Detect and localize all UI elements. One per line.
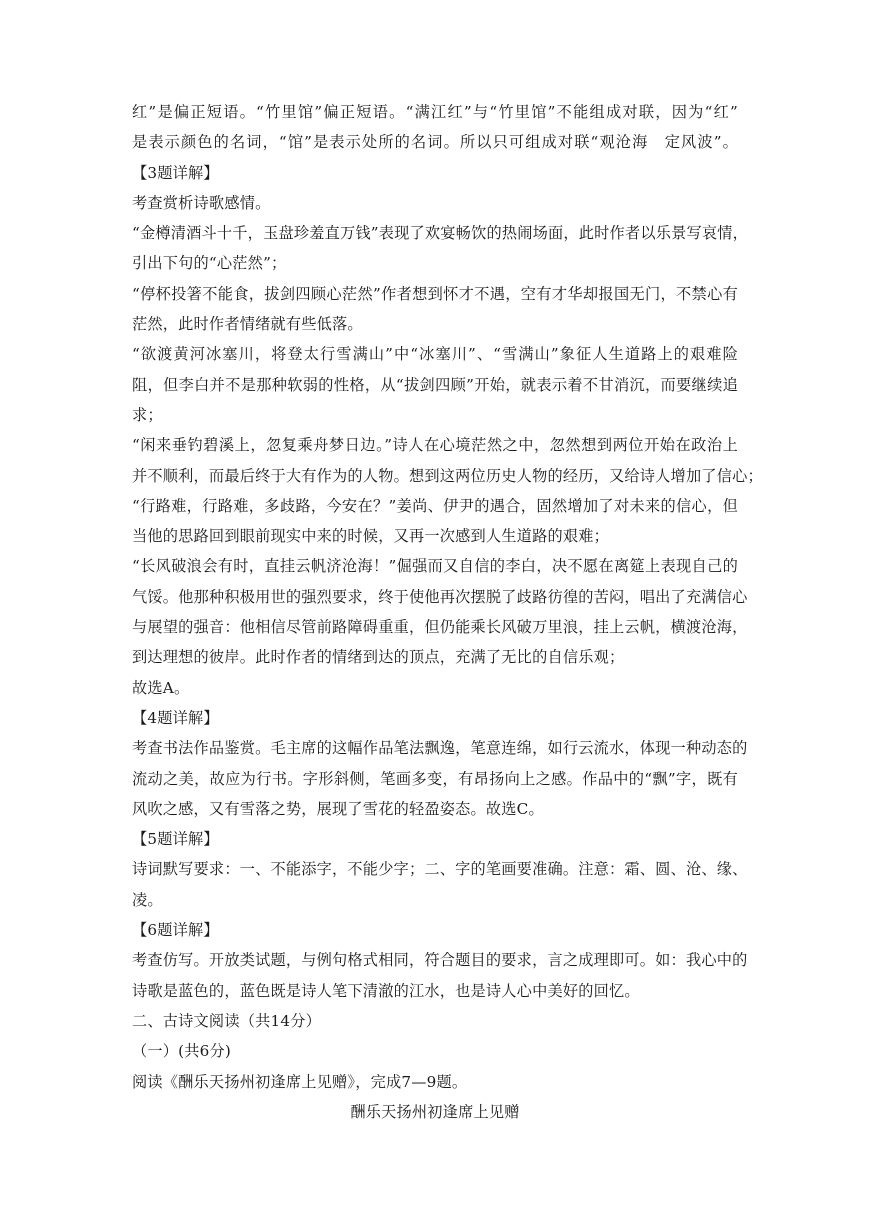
text-line: 阻，但李白并不是那种软弱的性格，从“拔剑四顾”开始，就表示着不甘消沉，而要继续追 bbox=[132, 375, 738, 394]
text-line: 诗词默写要求：一、不能添字，不能少字；二、字的笔画要准确。注意：霜、圆、沧、缘、 bbox=[132, 860, 748, 879]
text-line: 流动之美，故应为行书。字形斜侧，笔画多变，有昂扬向上之感。作品中的“飘”字，既有 bbox=[132, 769, 738, 788]
text-line: “欲渡黄河冰塞川，将登太行雪满山”中“冰塞川”、“雪满山”象征人生道路上的艰难险 bbox=[132, 345, 738, 364]
text-line: “金樽清酒斗十千，玉盘珍羞直万钱”表现了欢宴畅饮的热闹场面，此时作者以乐景写哀情， bbox=[132, 224, 749, 243]
text-line: 与展望的强音：他相信尽管前路障碍重重，但仍能乘长风破万里浪，挂上云帆，横渡沧海， bbox=[132, 618, 748, 637]
text-line: “停杯投箸不能食，拔剑四顾心茫然”作者想到怀才不遇，空有才华却报国无门，不禁心有 bbox=[132, 284, 738, 303]
document-body bbox=[132, 97, 763, 1127]
text-line: 引出下句的“心茫然”； bbox=[132, 254, 287, 273]
subsection-heading: （一）(共6分) bbox=[132, 1042, 232, 1061]
section-heading: 【4题详解】 bbox=[132, 708, 219, 727]
section-heading: 【6题详解】 bbox=[132, 921, 219, 940]
text-line: 考查赏析诗歌感情。 bbox=[132, 193, 271, 212]
part-heading: 二、古诗文阅读（共14分） bbox=[132, 1011, 321, 1030]
text-line: “长风破浪会有时，直挂云帆济沧海！”倔强而又自信的李白，决不愿在离筵上表现自己的 bbox=[132, 557, 738, 576]
text-line: 阅读《酬乐天扬州初逢席上见赠》，完成7—9题。 bbox=[132, 1072, 468, 1091]
text-line: 当他的思路回到眼前现实中来的时候，又再一次感到人生道路的艰难； bbox=[132, 527, 610, 546]
text-line: 故选A。 bbox=[132, 678, 190, 697]
poem-title: 酬乐天扬州初逢席上见赠 bbox=[350, 1102, 520, 1121]
text-line: “行路难，行路难，多歧路，今安在？”姜尚、伊尹的遇合，固然增加了对未来的信心，但 bbox=[132, 496, 738, 515]
text-line: 气馁。他那种积极用世的强烈要求，终于使他再次摆脱了歧路彷徨的苦闷，唱出了充满信心 bbox=[132, 587, 748, 606]
text-line: 红”是偏正短语。“竹里馆”偏正短语。“满江红”与“竹里馆”不能组成对联，因为“红” bbox=[132, 103, 738, 121]
text-line: 考查书法作品鉴赏。毛主席的这幅作品笔法飘逸，笔意连绵，如行云流水，体现一种动态的 bbox=[132, 739, 748, 758]
text-line: “闲来垂钓碧溪上，忽复乘舟梦日边。”诗人在心境茫然之中，忽然想到两位开始在政治上 bbox=[132, 436, 738, 455]
text-line: 凌。 bbox=[132, 890, 163, 909]
section-heading: 【3题详解】 bbox=[132, 163, 219, 182]
text-line: 并不顺利，而最后终于大有作为的人物。想到这两位历史人物的经历，又给诗人增加了信心； bbox=[132, 466, 763, 485]
text-line: 是表示颜色的名词，“馆”是表示处所的名词。所以只可组成对联“观沧海 定风波”。 bbox=[132, 133, 738, 152]
section-heading: 【5题详解】 bbox=[132, 830, 219, 849]
text-line: 诗歌是蓝色的，蓝色既是诗人笔下清澈的江水，也是诗人心中美好的回忆。 bbox=[132, 981, 640, 1000]
text-line: 求； bbox=[132, 405, 163, 424]
text-line: 考查仿写。开放类试题，与例句格式相同，符合题目的要求，言之成理即可。如：我心中的 bbox=[132, 951, 748, 970]
text-line: 到达理想的彼岸。此时作者的情绪到达的顶点，充满了无比的自信乐观； bbox=[132, 648, 625, 667]
text-line: 茫然，此时作者情绪就有些低落。 bbox=[132, 315, 363, 334]
text-line: 风吹之感，又有雪落之势，展现了雪花的轻盈姿态。故选C。 bbox=[132, 799, 544, 818]
